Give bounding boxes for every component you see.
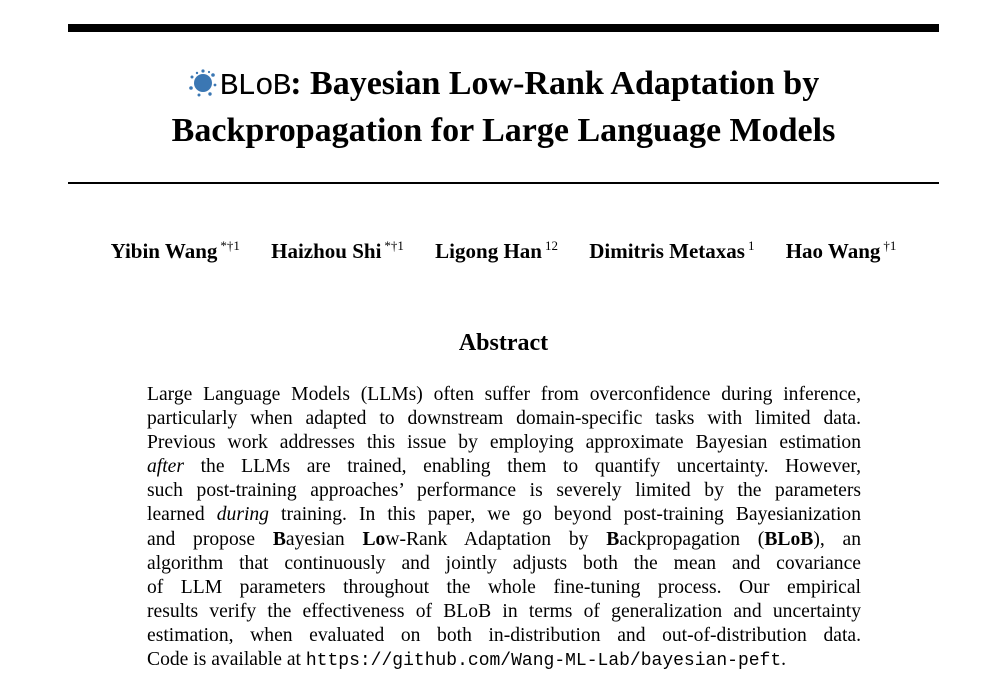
bold-acronym: BLoB — [764, 528, 814, 550]
abstract-fragment: and propose — [147, 528, 273, 550]
title-line-1-text: : Bayesian Low-Rank Adaptation by — [290, 65, 820, 102]
paper-title — [68, 62, 939, 153]
author-affiliation: †1 — [883, 238, 897, 253]
author — [111, 238, 240, 264]
abstract-fragment: ), an — [813, 528, 862, 550]
abstract-fragment: ayesian — [285, 528, 363, 550]
abstract-line: estimation, when evaluated on both in-distribution and out-of-distribution data. — [147, 624, 861, 646]
abstract-fragment: w-Rank Adaptation by — [385, 528, 607, 550]
abstract-line: of LLM parameters throughout the whole fine-tuning process. Our empirical — [147, 576, 861, 598]
author-affiliation: *†1 — [220, 238, 240, 253]
bold-initial: Lo — [362, 528, 386, 550]
bold-initial: B — [606, 528, 620, 550]
author-affiliation: 12 — [544, 238, 558, 253]
abstract-line — [147, 455, 861, 479]
abstract-fragment: the LLMs are trained, enabling them to quantify uncertainty. However, — [184, 456, 861, 478]
title-line-2: Backpropagation for Large Language Models — [171, 112, 836, 149]
abstract-line: algorithm that continuously and jointly adjusts both the mean and covariance — [147, 552, 861, 574]
emphasis-during: during — [216, 504, 269, 526]
emphasis-after: after — [147, 456, 185, 478]
author-name: Haizhou Shi — [271, 239, 382, 263]
abstract-line — [147, 648, 861, 673]
abstract-line: results verify the effectiveness of BLoB in terms of generalization and uncertainty — [147, 600, 861, 622]
title-line-1 — [68, 62, 939, 109]
ink-splat-icon — [188, 68, 218, 98]
abstract-line — [147, 503, 861, 527]
abstract-fragment: learned — [147, 504, 217, 526]
abstract-line — [147, 528, 861, 552]
abstract-heading: Abstract — [458, 330, 549, 356]
author — [786, 238, 897, 264]
author — [271, 238, 404, 264]
abstract-fragment: training. In this paper, we go beyond post-training Bayesianization — [268, 504, 861, 526]
author-name: Yibin Wang — [110, 239, 218, 263]
bold-initial: B — [272, 528, 286, 550]
author-affiliation: 1 — [747, 238, 755, 253]
author-list — [68, 238, 939, 264]
abstract-line: particularly when adapted to downstream domain-specific tasks with limited data. — [147, 408, 861, 430]
author-affiliation: *†1 — [384, 238, 404, 253]
abstract-line: Large Language Models (LLMs) often suffer from overconfidence during inference, — [147, 384, 861, 405]
abstract-line: such post-training approaches’ performance is severely limited by the parameters — [147, 480, 861, 502]
abstract-fragment: ackpropagation ( — [619, 528, 765, 550]
author-name: Ligong Han — [435, 239, 542, 263]
author-name: Hao Wang — [785, 239, 881, 263]
abstract-fragment: . — [781, 649, 787, 671]
author-name: Dimitris Metaxas — [589, 239, 745, 263]
bottom-rule — [68, 182, 939, 184]
author — [589, 238, 754, 264]
blob-name: BLoB — [219, 69, 291, 104]
abstract-line: Previous work addresses this issue by employing approximate Bayesian estimation — [147, 432, 861, 454]
code-link[interactable]: https://github.com/Wang-ML-Lab/bayesian-peft — [305, 651, 782, 672]
author — [435, 238, 558, 264]
top-rule — [68, 24, 939, 32]
abstract-text — [147, 383, 861, 673]
abstract-fragment: Code is available at — [147, 649, 306, 671]
